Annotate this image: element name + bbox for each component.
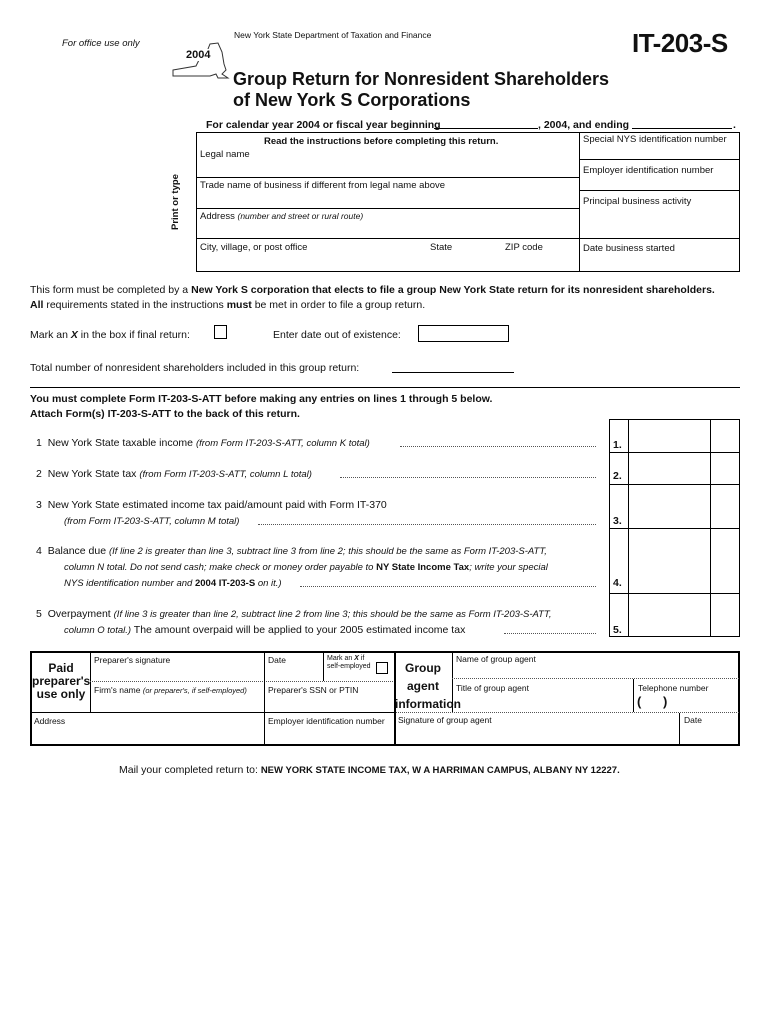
agent-date-field[interactable]	[680, 713, 738, 744]
intro-text-1: This form must be completed by a	[30, 284, 192, 296]
line-3-leader	[258, 524, 596, 525]
line-5-label-2: The amount overpaid will be applied to your 2005 estimated income tax	[131, 624, 466, 636]
paid-preparer-label-2: preparer's	[32, 674, 91, 688]
line-1-box-label: 1.	[613, 439, 622, 451]
line-4-note-1: (If line 2 is greater than line 3, subtract line 3 from line 2; this should be the same as Form IT-203-S-ATT,	[109, 546, 547, 557]
agent-phone-sep	[633, 679, 634, 712]
line-2-label: New York State tax	[47, 468, 137, 480]
preparer-address-field[interactable]	[32, 713, 263, 744]
firm-name-hint: (or preparer's, if self-employed)	[142, 686, 247, 695]
line-2-text	[36, 468, 312, 480]
line-4-note-3a: NYS identification number and	[64, 578, 195, 589]
mail-address: NEW YORK STATE INCOME TAX, W A HARRIMAN CAMPUS, ALBANY NY 12227.	[260, 765, 620, 776]
line-1-text	[36, 437, 370, 449]
line-1-number: 1	[36, 437, 42, 449]
form-number: IT-203-S	[632, 28, 728, 58]
agent-telephone-field[interactable]: ( )	[637, 694, 668, 709]
date-out-label: Enter date out of existence:	[273, 329, 401, 341]
line-2-leader	[340, 477, 596, 478]
ssn-ptin-field[interactable]	[265, 682, 393, 711]
intro-text-2: New York S corporation that elects to file a group New York State return for its nonresident shareholders. All	[30, 284, 715, 311]
line-4-payee: NY State Income Tax	[376, 562, 470, 573]
line-4-number: 4	[36, 545, 42, 557]
final-mark-pre: Mark an	[30, 329, 71, 341]
agent-title-field[interactable]	[453, 680, 632, 711]
line-5-label: Overpayment	[47, 608, 111, 620]
agent-name-label: Name of group agent	[456, 654, 536, 664]
self-employed-text-2: self-employed	[327, 663, 371, 670]
att-notice-1: You must complete Form IT-203-S-ATT before making any entries on lines 1 through 5 below.	[30, 393, 493, 405]
amount-column-right	[739, 419, 740, 637]
final-mark-post: in the box if final return:	[77, 329, 190, 341]
agent-title-label: Title of group agent	[456, 683, 529, 693]
principal-activity-label: Principal business activity	[583, 196, 692, 207]
line-5-leader	[504, 633, 596, 634]
paid-preparer-label	[32, 662, 90, 701]
line-5-note-2: column O total.)	[64, 625, 132, 636]
line-1-label: New York State taxable income	[47, 437, 194, 449]
line-5-text-2	[64, 624, 465, 636]
total-shareholders-input[interactable]	[392, 372, 514, 373]
amount-bottom	[609, 636, 739, 637]
legal-name-label: Legal name	[200, 149, 250, 160]
mail-text: Mail your completed return to:	[119, 764, 261, 776]
group-agent-label-3: information	[395, 697, 461, 711]
line-2-note: (from Form IT-203-S-ATT, column L total)	[139, 469, 312, 480]
address-label-text: Address	[200, 211, 235, 222]
agent-signature-label: Signature of group agent	[398, 715, 492, 725]
preparer-address-label: Address	[34, 716, 66, 726]
preparer-date-field[interactable]	[265, 653, 322, 680]
final-return-label	[30, 329, 190, 341]
line-2-box-label: 2.	[613, 470, 622, 482]
line-3-note: (from Form IT-203-S-ATT, column M total)	[64, 516, 240, 527]
zip-label: ZIP code	[505, 242, 543, 253]
line-4-amount-input[interactable]	[629, 529, 739, 592]
line-1-note: (from Form IT-203-S-ATT, column K total)	[195, 438, 370, 449]
self-employed-text-1b: if	[358, 655, 365, 662]
line-4-leader	[300, 586, 596, 587]
date-out-input[interactable]	[418, 325, 509, 342]
group-agent-label	[395, 659, 461, 713]
agent-name-field[interactable]	[453, 652, 738, 677]
line-4-note-2	[64, 562, 548, 573]
new-york-state-outline-icon	[170, 40, 232, 82]
line-2-number: 2	[36, 468, 42, 480]
line-4-note-2a: column N total. Do not send cash; make check or money order payable to	[64, 562, 377, 573]
group-agent-label-1: Group	[405, 661, 441, 675]
self-employed-x: X	[354, 655, 359, 662]
agent-telephone-label: Telephone number	[638, 683, 709, 693]
agent-row-sep	[452, 678, 739, 679]
calendar-year-label: For calendar year 2004 or fiscal year beginning	[206, 119, 441, 131]
line-3-label: New York State estimated income tax paid/amount paid with Form IT-370	[47, 499, 387, 511]
line-4-form-ref: 2004 IT-203-S	[194, 578, 256, 589]
ein-label: Employer identification number	[583, 165, 714, 176]
trade-name-label: Trade name of business if different from legal name above	[200, 180, 446, 191]
group-agent-label-2: agent	[406, 679, 439, 693]
preparer-signature-label: Preparer's signature	[94, 655, 171, 665]
line-4-note-2c: ; write your special	[469, 562, 548, 573]
form-title-line-2: of New York S Corporations	[233, 90, 471, 110]
line-4-box-label: 4.	[613, 577, 622, 589]
id-block-right	[739, 132, 740, 272]
right-sep-1	[579, 159, 739, 160]
preparer-date-sep	[323, 652, 324, 681]
id-block-divider	[579, 132, 580, 272]
address-hint: (number and street or rural route)	[237, 211, 364, 221]
final-return-checkbox[interactable]	[214, 325, 227, 339]
ssn-ptin-label: Preparer's SSN or PTIN	[268, 685, 359, 695]
line-4-note-3	[64, 578, 282, 589]
paid-preparer-label-1: Paid	[48, 661, 74, 675]
trade-name-field[interactable]	[197, 178, 578, 208]
self-employed-label	[327, 655, 371, 671]
preparer-date-label: Date	[268, 655, 286, 665]
fiscal-begin-line[interactable]	[434, 128, 538, 129]
intro-text-4: must	[226, 299, 252, 311]
instructions-note: Read the instructions before completing this return.	[264, 136, 499, 147]
firm-name-field[interactable]	[91, 682, 263, 711]
att-notice-2: Attach Form(s) IT-203-S-ATT to the back of this return.	[30, 408, 300, 420]
preparer-ein-field[interactable]	[265, 713, 393, 744]
self-employed-checkbox[interactable]	[376, 662, 388, 674]
agent-signature-field[interactable]	[396, 713, 678, 744]
form-title-line-1: Group Return for Nonresident Shareholders	[233, 69, 610, 89]
preparer-ein-label: Employer identification number	[268, 716, 385, 726]
mail-instructions	[119, 764, 620, 776]
line-3-amount-input[interactable]	[629, 485, 739, 527]
line-4-text	[36, 545, 547, 557]
line-4-label: Balance due	[47, 545, 107, 557]
intro-paragraph	[30, 283, 720, 313]
intro-text-5: be met in order to file a group return.	[251, 299, 426, 311]
total-shareholders-label: Total number of nonresident shareholders included in this group return:	[30, 362, 360, 374]
line-5-box-label: 5.	[613, 624, 622, 636]
date-started-label: Date business started	[583, 243, 675, 254]
right-sep-2	[579, 190, 739, 191]
office-use-label: For office use only	[62, 38, 140, 49]
agent-date-label: Date	[684, 715, 702, 725]
section-divider	[30, 387, 740, 388]
paid-preparer-label-3: use only	[36, 687, 86, 701]
special-id-label: Special NYS identification number	[583, 134, 727, 145]
line-2-amount-input[interactable]	[629, 453, 739, 483]
line-3-number: 3	[36, 499, 42, 511]
preparer-signature-field[interactable]	[91, 653, 263, 680]
final-mark-x: X	[70, 329, 78, 341]
line-3-text	[36, 499, 387, 511]
id-block-bottom	[196, 271, 740, 272]
department-name: New York State Department of Taxation and Finance	[234, 30, 432, 40]
city-label: City, village, or post office	[200, 242, 308, 253]
line-5-number: 5	[36, 608, 42, 620]
line-1-leader	[400, 446, 596, 447]
line-1-amount-input[interactable]	[629, 420, 739, 451]
id-block-top	[196, 132, 740, 133]
line-3-box-label: 3.	[613, 515, 622, 527]
line-5-amount-input[interactable]	[629, 594, 739, 635]
and-ending-label: , 2004, and ending	[538, 119, 630, 131]
address-field[interactable]	[197, 209, 578, 238]
period-end: .	[733, 119, 736, 131]
print-or-type-label: Print or type	[170, 174, 181, 230]
firm-name-text: Firm's name	[94, 685, 141, 695]
line-5-text	[36, 608, 552, 620]
legal-name-field[interactable]	[197, 146, 578, 176]
line-4-note-3c: on it.)	[255, 578, 282, 589]
line-5-note-1: (If line 3 is greater than line 2, subtract line 2 from line 3; this should be the same as Form IT-203-S-ATT,	[113, 609, 552, 620]
tax-year: 2004	[186, 49, 211, 61]
self-employed-text-1a: Mark an	[327, 655, 355, 662]
intro-text-3: requirements stated in the instructions	[43, 299, 227, 311]
fiscal-end-line[interactable]	[632, 128, 732, 129]
right-sep-3	[579, 238, 739, 239]
state-label: State	[430, 242, 453, 253]
city-state-zip-field[interactable]	[197, 239, 578, 270]
